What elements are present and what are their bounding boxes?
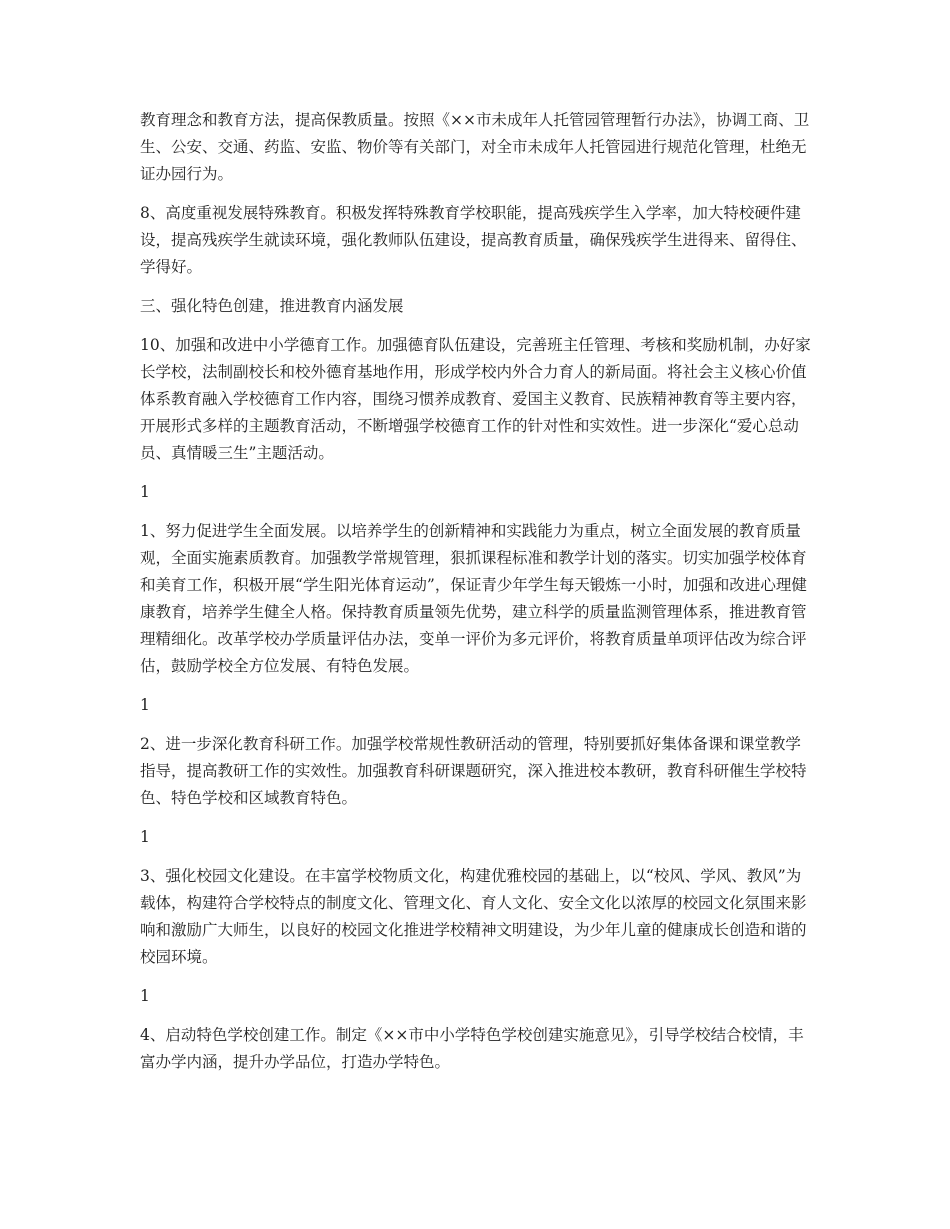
- paragraph-special-education: 8、高度重视发展特殊教育。积极发挥特殊教育学校职能，提高残疾学生入学率，加大特校硬件建设，提高残疾学生就读环境，强化教师队伍建设，提高教育质量，确保残疾学生进得来、留得住、学得好。: [140, 204, 807, 276]
- paragraph-education-research: 2、进一步深化教育科研工作。加强学校常规性教研活动的管理，特别要抓好集体备课和课堂教学指导，提高教研工作的实效性。加强教育科研课题研究，深入推进校本教研，教育科研催生学校特色、特色学校和区域教育特色。: [140, 735, 807, 807]
- document-page: [140, 107, 812, 1088]
- page-number: 1: [140, 987, 150, 1005]
- paragraph-moral-education: 10、加强和改进中小学德育工作。加强德育队伍建设，完善班主任管理、考核和奖励机制，办好家长学校，法制副校长和校外德育基地作用，形成学校内外合力育人的新局面。将社会主义核心价值体系教育融入学校德育工作内容，围绕习惯养成教育、爱国主义教育、民族精神教育等主要内容，开展形式多样的主题教育活动，不断增强学校德育工作的针对性和实效性。进一步深化“爱心总动员、真情暖三生”主题活动。: [140, 336, 811, 462]
- paragraph-childcare-management: 教育理念和教育方法，提高保教质量。按照《××市未成年人托管园管理暂行办法》，协调工商、卫生、公安、交通、药监、安监、物价等有关部门，对全市未成年人托管园进行规范化管理，杜绝无证办园行为。: [140, 111, 810, 183]
- page-number: 1: [140, 828, 150, 846]
- page-number: 1: [140, 483, 150, 501]
- page-number: 1: [140, 696, 150, 714]
- section-heading-three: 三、强化特色创建，推进教育内涵发展: [140, 297, 404, 315]
- paragraph-featured-schools: 4、启动特色学校创建工作。制定《××市中小学特色学校创建实施意见》，引导学校结合校情，丰富办学内涵，提升办学品位，打造办学特色。: [140, 1026, 804, 1071]
- paragraph-campus-culture: 3、强化校园文化建设。在丰富学校物质文化，构建优雅校园的基础上，以“校风、学风、教风”为载体，构建符合学校特点的制度文化、管理文化、育人文化、安全文化以浓厚的校园文化氛围来影响和激励广大师生，以良好的校园文化推进学校精神文明建设，为少年儿童的健康成长创造和谐的校园环境。: [140, 867, 807, 966]
- paragraph-student-development: 1、努力促进学生全面发展。以培养学生的创新精神和实践能力为重点，树立全面发展的教育质量观，全面实施素质教育。加强教学常规管理，狠抓课程标准和教学计划的落实。切实加强学校体育和美育工作，积极开展“学生阳光体育运动”，保证青少年学生每天锻炼一小时，加强和改进心理健康教育，培养学生健全人格。保持教育质量领先优势，建立科学的质量监测管理体系，推进教育管理精细化。改革学校办学质量评估办法，变单一评价为多元评价，将教育质量单项评估改为综合评估，鼓励学校全方位发展、有特色发展。: [140, 522, 807, 675]
